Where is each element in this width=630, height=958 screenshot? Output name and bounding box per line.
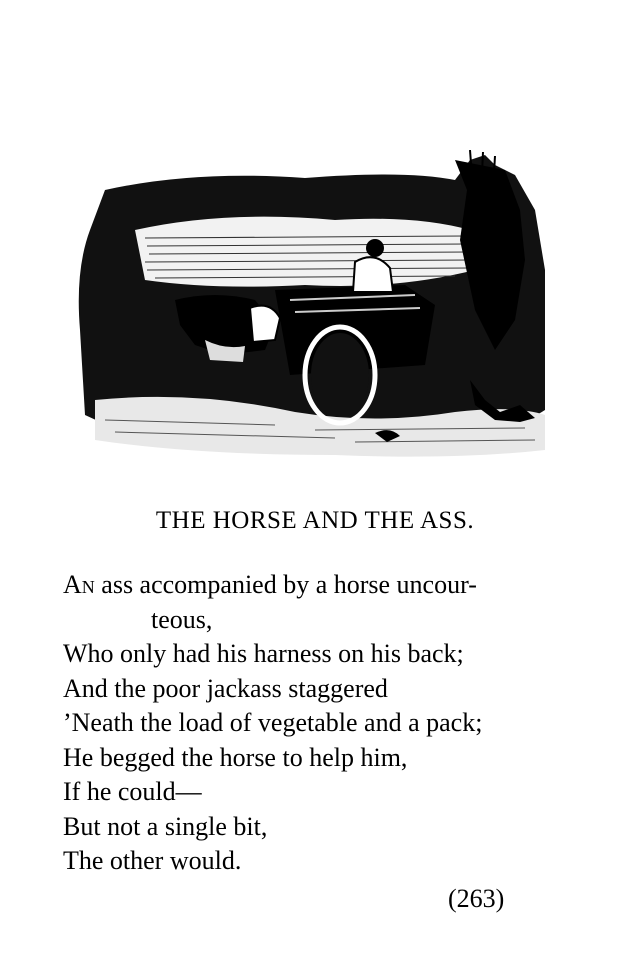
story-title: THE HORSE AND THE ASS. — [155, 507, 475, 534]
poem-line-1 — [63, 568, 603, 603]
illustration — [75, 150, 555, 470]
poem-initial-word: An — [63, 570, 95, 599]
poem-line-7: If he could— — [63, 777, 202, 806]
page-number: (263) — [448, 884, 505, 913]
poem-line-3: Who only had his harness on his back; — [63, 639, 464, 668]
poem-line-5: ’Neath the load of vegetable and a pack; — [63, 708, 483, 737]
poem-line-4: And the poor jackass staggered — [63, 673, 388, 703]
poem-line-6: He begged the horse to help him, — [63, 742, 408, 772]
poem-body — [63, 568, 603, 879]
poem-line-8: But not a single bit, — [63, 811, 268, 841]
poem-line-1-text: ass accompanied by a horse uncour- — [94, 570, 477, 599]
poem-line-2: teous, — [151, 604, 213, 634]
horse-and-ass-with-cart-engraving-icon — [75, 150, 555, 470]
poem-line-9: The other would. — [63, 846, 242, 875]
